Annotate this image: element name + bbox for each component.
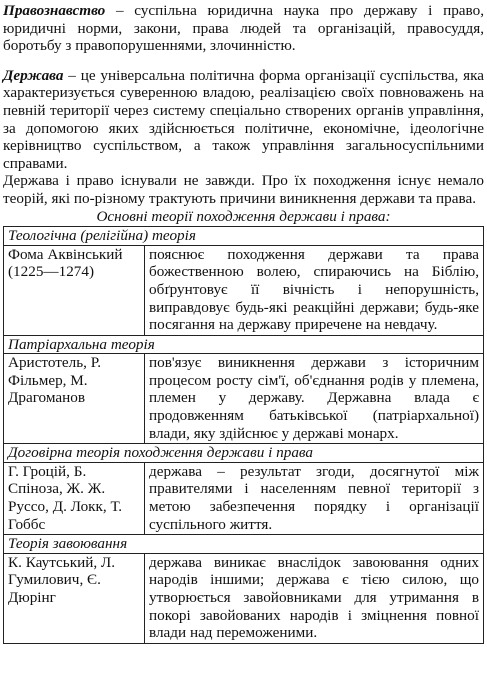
- definition-state-text: – це універсальна політична форма організації суспільства, яка характеризується суверенною владою, реалізацією своїх повноважень на певній території через систему спеціально створених органів управління, за допомогою яких здійснюється політичне, економічне, ідеологічне керівництво суспільством, а також управління загальносуспільними справами.: [3, 66, 484, 172]
- theory-description: пов'язує виникнення держави з історичним процесом росту сім'ї, об'єднання родів у племена, племен у державу. Державна влада є продовженням батьківської (патріархальної) влади, яку здійснює у державі монарх.: [145, 354, 484, 444]
- term-law-studies: Правознавство: [3, 2, 106, 19]
- theory-header-row: [4, 444, 484, 463]
- theory-authors: Фома Аквінський (1225—1274): [4, 245, 145, 335]
- theory-row: [4, 553, 484, 643]
- definition-law-studies-text: – суспільна юридична наука про державу і право, юридичні норми, закони, права людей та організацій, правосуддя, боротьбу з правопорушеннями, злочинністю.: [3, 2, 484, 55]
- theory-description: пояснює походження держави та права божественною волею, спираючись на Біблію, обґрунтовує її вічність і непорушність, виправдовує будь-які реакційні держави; будь-яке посягання на державу приречене на невдачу.: [145, 245, 484, 335]
- theory-name: Теологічна (релігійна) теорія: [4, 227, 484, 246]
- theory-name: Договірна теорія походження держави і права: [4, 444, 484, 463]
- table-caption: Основні теорії походження держави і права:: [96, 207, 391, 225]
- theory-description: держава виникає внаслідок завоювання одних народів іншими; держава є тією силою, що утворюється завойовниками для утримання в покорі завойованих народів і зміцнення повної влади над переможеними.: [145, 553, 484, 643]
- theory-row: [4, 245, 484, 335]
- theory-authors: Г. Гроцій, Б. Спіноза, Ж. Ж. Руссо, Д. Локк, Т. Гоббс: [4, 462, 145, 534]
- page: [3, 2, 484, 644]
- theory-header-row: [4, 227, 484, 246]
- definition-law-studies: [3, 2, 484, 55]
- theory-authors: К. Каутський, Л. Гумилович, Є. Дюрінг: [4, 553, 145, 643]
- definition-state: [3, 67, 484, 173]
- theory-name: Патріархальна теорія: [4, 335, 484, 354]
- theory-row: [4, 462, 484, 534]
- intro-paragraph: Держава і право існували не завжди. Про їх походження існує немало теорій, які по-різному трактують причини виникнення держави та права.: [3, 172, 484, 207]
- theory-name: Теорія завоювання: [4, 535, 484, 554]
- theory-description: держава – результат згоди, досягнутої між правителями і населенням певної території з метою забезпечення порядку і організації суспільного життя.: [145, 462, 484, 534]
- theories-table: [3, 226, 484, 644]
- theory-row: [4, 354, 484, 444]
- theory-authors: Аристотель, Р. Фільмер, М. Драгоманов: [4, 354, 145, 444]
- term-state: Держава: [3, 66, 64, 84]
- theory-header-row: [4, 535, 484, 554]
- theory-header-row: [4, 335, 484, 354]
